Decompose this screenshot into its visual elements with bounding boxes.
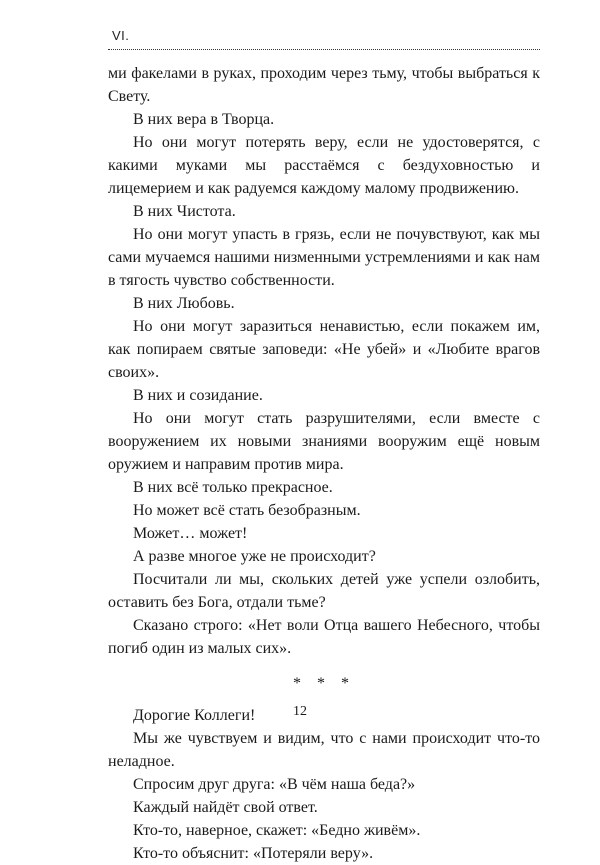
paragraph: Посчитали ли мы, скольких детей уже успели озлобить, оставить без Бога, отдали тьме? [108, 571, 540, 611]
page-number: 12 [293, 704, 307, 719]
paragraph: Кто-то, наверное, скажет: «Бедно живём». [133, 822, 421, 839]
paragraph: Кто-то объяснит: «Потеряли веру». [133, 845, 374, 862]
paragraph: В них всё только прекрасное. [133, 479, 333, 496]
paragraph: Сказано строго: «Нет воли Отца вашего Небесного, чтобы погиб один из малых сих». [108, 617, 540, 657]
paragraph: В них вера в Творца. [133, 111, 275, 128]
paragraph: В них Чистота. [133, 203, 236, 220]
running-head: VI. [112, 28, 130, 43]
paragraph: Может… может! [133, 525, 248, 542]
paragraph: Но может всё стать безобразным. [133, 502, 361, 519]
paragraph: ми факелами в руках, проходим через тьму, чтобы выбраться к Свету. [108, 65, 540, 105]
paragraph: Мы же чувствуем и видим, что с нами происходит что-то неладное. [108, 730, 540, 770]
body-text [108, 62, 540, 865]
paragraph: В них и созидание. [133, 387, 263, 404]
paragraph: А разве многое уже не происходит? [133, 548, 376, 565]
paragraph: Но они могут заразиться ненавистью, если покажем им, как попираем святые заповеди: «Не убей» и «Любите врагов своих». [108, 318, 540, 381]
section-separator: * * * [293, 675, 355, 692]
dotted-rule [108, 49, 540, 50]
paragraph: Но они могут потерять веру, если не удостоверятся, с какими муками мы расстаёмся с бездуховностью и лицемерием и как радуемся каждому малому продвижению. [108, 134, 540, 197]
paragraph: Но они могут стать разрушителями, если вместе с вооружением их новыми знаниями вооружим ещё новым оружием и направим против мира. [108, 410, 540, 473]
paragraph: В них Любовь. [133, 295, 235, 312]
paragraph: Спросим друг друга: «В чём наша беда?» [133, 776, 416, 793]
paragraph: Но они могут упасть в грязь, если не почувствуют, как мы сами мучаемся нашими низменными устремлениями и как нам в тягость чувство собственности. [108, 226, 540, 289]
paragraph: Каждый найдёт свой ответ. [133, 799, 318, 816]
paragraph: Дорогие Коллеги! [133, 707, 256, 724]
